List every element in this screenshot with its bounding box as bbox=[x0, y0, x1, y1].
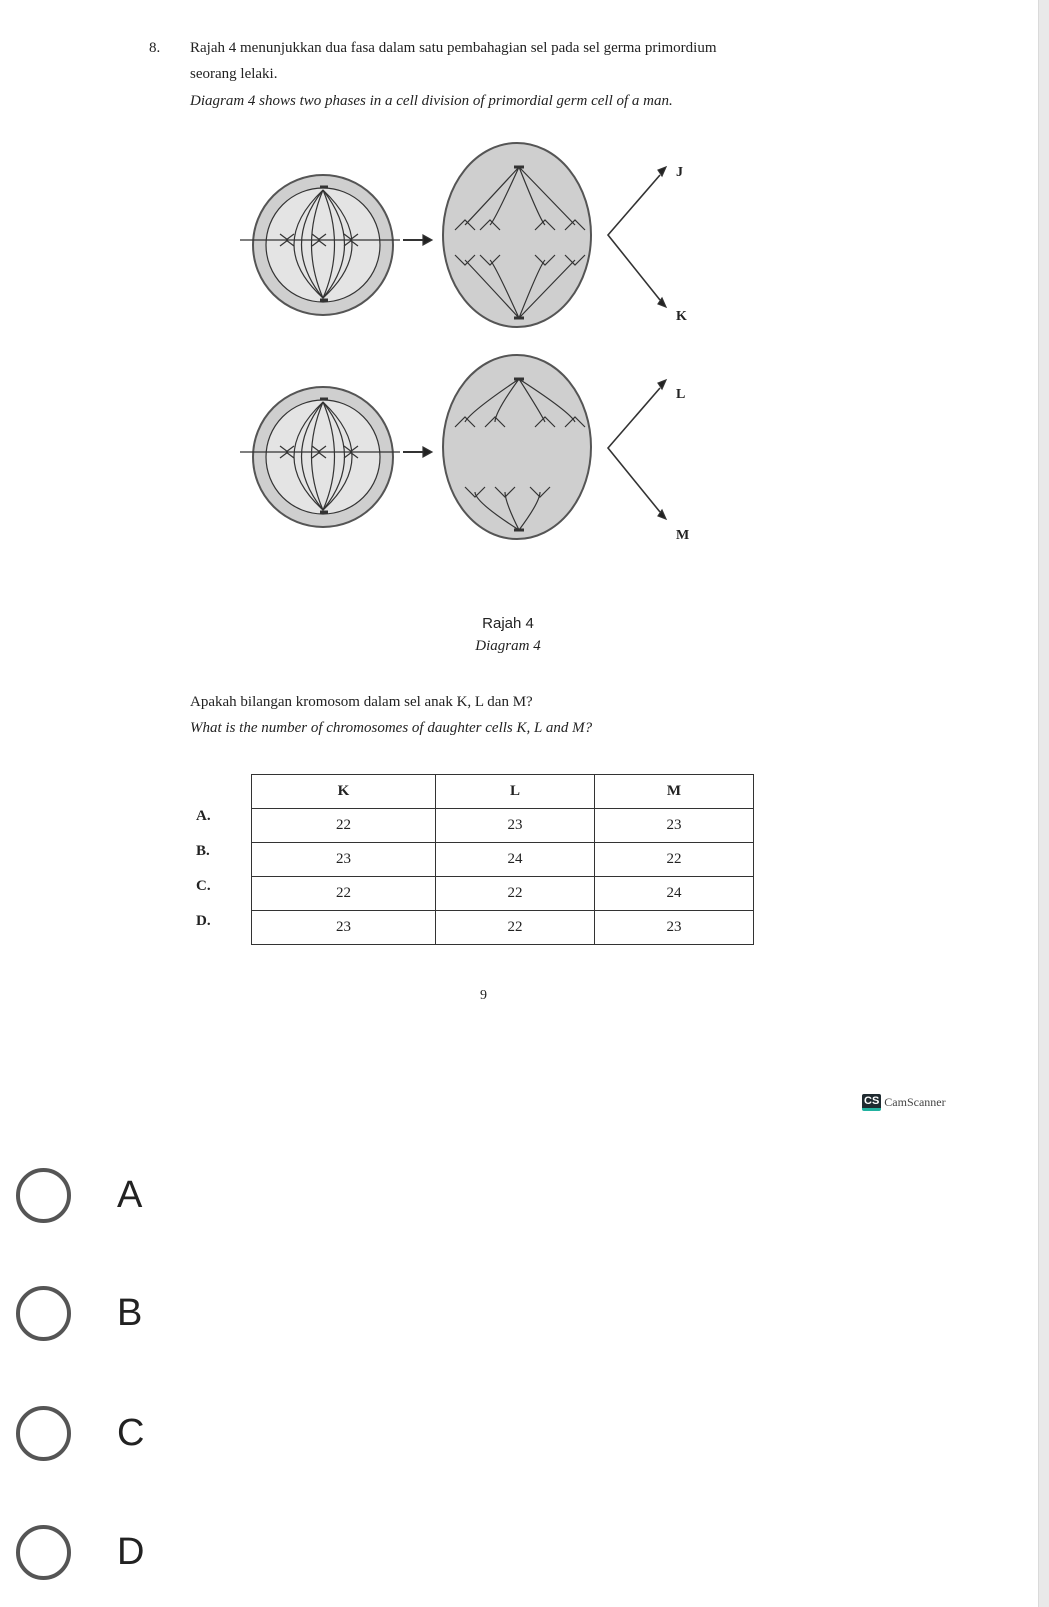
anaphase-cell-1 bbox=[443, 143, 591, 327]
label-j: J bbox=[676, 165, 683, 180]
choice-d[interactable] bbox=[16, 1525, 144, 1580]
cell-d-m: 23 bbox=[595, 911, 754, 945]
cell-a-k: 22 bbox=[252, 809, 436, 843]
prompt-english: What is the number of chromosomes of daughter cells K, L and M? bbox=[190, 720, 593, 736]
choice-a[interactable] bbox=[16, 1168, 142, 1223]
metaphase-cell-2 bbox=[240, 387, 400, 527]
choice-label-c: C bbox=[117, 1412, 145, 1454]
question-malay-line-1: Rajah 4 menunjukkan dua fasa dalam satu pembahagian sel pada sel germa primordium bbox=[190, 40, 717, 56]
cell-c-m: 24 bbox=[595, 877, 754, 911]
cell-b-l: 24 bbox=[436, 843, 595, 877]
camscanner-watermark bbox=[862, 1094, 946, 1111]
header-l: L bbox=[436, 775, 595, 809]
caption-malay: Rajah 4 bbox=[482, 615, 534, 632]
table-row bbox=[252, 809, 754, 843]
camscanner-text: CamScanner bbox=[884, 1095, 946, 1109]
choice-label-d: D bbox=[117, 1531, 145, 1573]
cell-d-l: 22 bbox=[436, 911, 595, 945]
label-l: L bbox=[676, 387, 686, 402]
question-number: 8. bbox=[149, 40, 161, 56]
choice-label-a: A bbox=[117, 1174, 143, 1216]
table-header-row bbox=[252, 775, 754, 809]
cell-b-m: 22 bbox=[595, 843, 754, 877]
cell-b-k: 23 bbox=[252, 843, 436, 877]
radio-button-d[interactable] bbox=[16, 1525, 71, 1580]
table-row bbox=[252, 877, 754, 911]
cell-a-m: 23 bbox=[595, 809, 754, 843]
cell-a-l: 23 bbox=[436, 809, 595, 843]
option-letter-c: C. bbox=[196, 878, 211, 894]
label-k: K bbox=[676, 309, 687, 324]
table-row bbox=[252, 843, 754, 877]
radio-button-b[interactable] bbox=[16, 1286, 71, 1341]
table-row bbox=[252, 911, 754, 945]
cell-c-l: 22 bbox=[436, 877, 595, 911]
choice-b[interactable] bbox=[16, 1286, 142, 1341]
question-malay-line-2: seorang lelaki. bbox=[190, 66, 278, 82]
anaphase-cell-2 bbox=[443, 355, 591, 539]
cell-d-k: 23 bbox=[252, 911, 436, 945]
question-english-line: Diagram 4 shows two phases in a cell division of primordial germ cell of a man. bbox=[190, 93, 673, 109]
radio-button-a[interactable] bbox=[16, 1168, 71, 1223]
scan-edge bbox=[1038, 0, 1049, 1607]
cell-c-k: 22 bbox=[252, 877, 436, 911]
label-m: M bbox=[676, 528, 690, 543]
header-m: M bbox=[595, 775, 754, 809]
option-letter-d: D. bbox=[196, 913, 211, 929]
choice-c[interactable] bbox=[16, 1406, 144, 1461]
page-number: 9 bbox=[480, 988, 487, 1003]
choice-label-b: B bbox=[117, 1292, 143, 1334]
answer-table bbox=[251, 774, 754, 945]
cell-division-diagram bbox=[240, 140, 720, 570]
metaphase-cell-1 bbox=[240, 175, 400, 315]
option-letter-a: A. bbox=[196, 808, 211, 824]
caption-english: Diagram 4 bbox=[475, 638, 541, 654]
prompt-malay: Apakah bilangan kromosom dalam sel anak K, L dan M? bbox=[190, 694, 533, 710]
radio-button-c[interactable] bbox=[16, 1406, 71, 1461]
option-letter-b: B. bbox=[196, 843, 210, 859]
camscanner-logo-icon: CS bbox=[862, 1094, 881, 1111]
header-k: K bbox=[252, 775, 436, 809]
